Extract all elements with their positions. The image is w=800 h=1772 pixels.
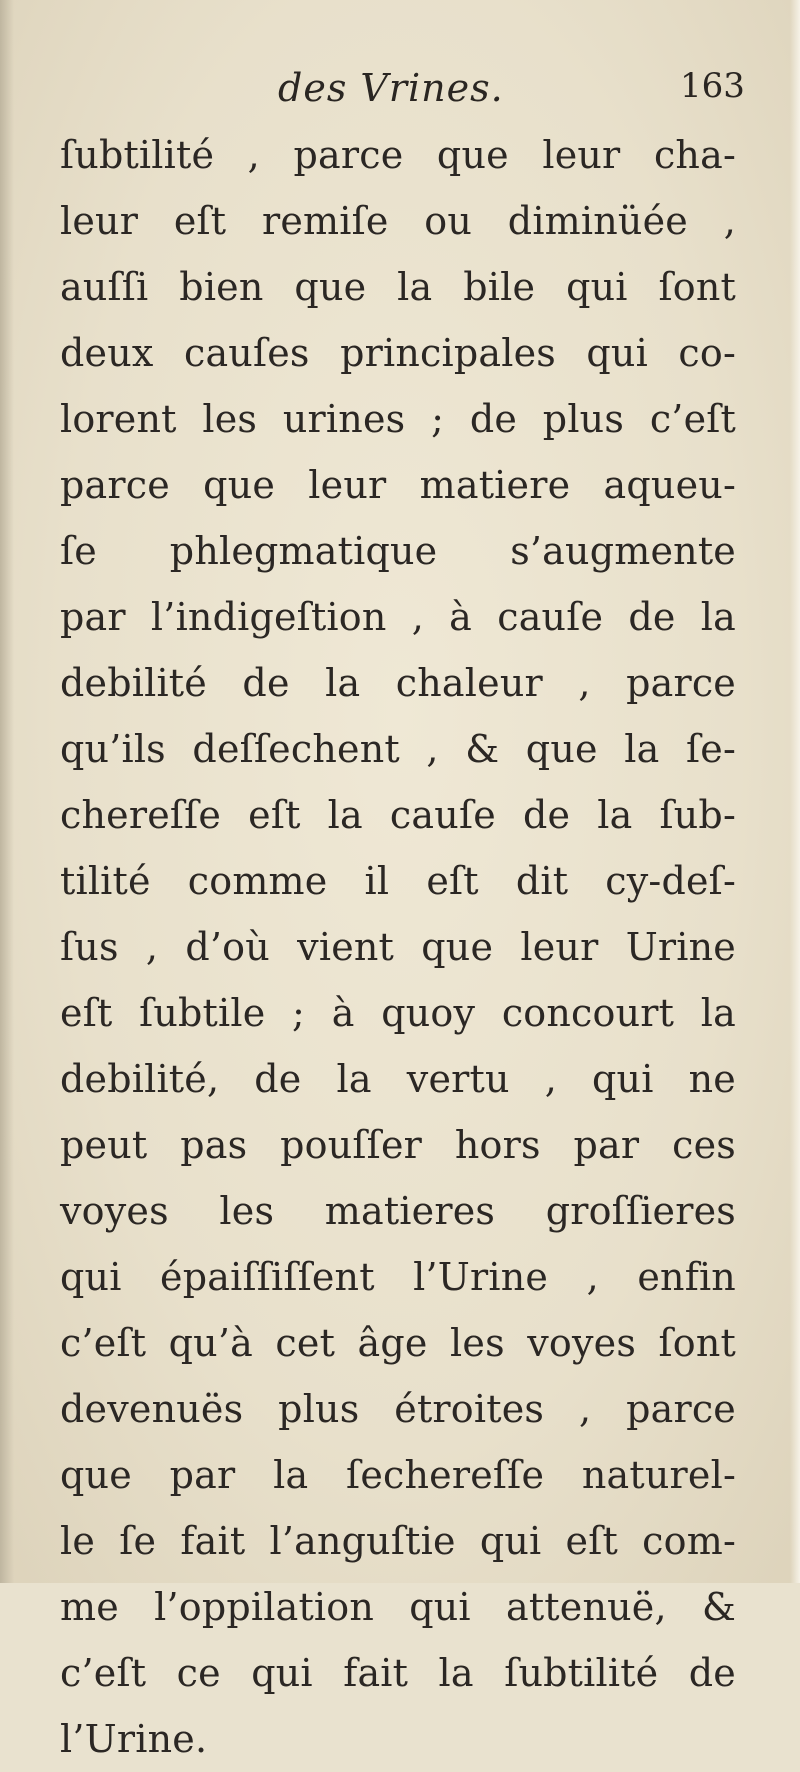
page-number: 163: [680, 66, 745, 106]
text-line: tilité comme il eſt dit cy-deſ-: [60, 859, 736, 903]
text-line: deux cauſes principales qui co-: [60, 331, 736, 375]
text-line: auſſi bien que la bile qui ſont: [60, 265, 736, 309]
text-line: ſubtilité , parce que leur cha-: [60, 133, 736, 177]
text-line: debilité de la chaleur , parce: [60, 661, 736, 705]
text-line: devenuës plus étroites , parce: [60, 1387, 736, 1431]
text-line: parce que leur matiere aqueu-: [60, 463, 736, 507]
text-line: c’eſt ce qui fait la ſubtilité de: [60, 1651, 736, 1695]
text-line: debilité, de la vertu , qui ne: [60, 1057, 736, 1101]
running-head: des Vrines.: [278, 66, 504, 110]
text-line: ſus , d’où vient que leur Urine: [60, 925, 736, 969]
body-text: [60, 122, 736, 1772]
gutter-shadow: [0, 0, 14, 1583]
text-line: l’Urine.: [60, 1717, 208, 1761]
text-line: chereſſe eſt la cauſe de la ſub-: [60, 793, 736, 837]
page-edge: [790, 0, 800, 1583]
text-line: le ſe fait l’anguſtie qui eſt com-: [60, 1519, 736, 1563]
text-line: par l’indigeſtion , à cauſe de la: [60, 595, 736, 639]
text-line: qu’ils deſſechent , & que la ſe-: [60, 727, 736, 771]
text-line: qui épaiſſiſſent l’Urine , enfin: [60, 1255, 736, 1299]
text-line: voyes les matieres groſſieres: [60, 1189, 736, 1233]
text-line: me l’oppilation qui attenuë, &: [60, 1585, 736, 1629]
text-line: lorent les urines ; de plus c’eſt: [60, 397, 736, 441]
text-line: c’eſt qu’à cet âge les voyes ſont: [60, 1321, 736, 1365]
text-line: eſt ſubtile ; à quoy concourt la: [60, 991, 736, 1035]
text-line: leur eſt remiſe ou diminüée ,: [60, 199, 736, 243]
text-line: ſe phlegmatique s’augmente: [60, 529, 736, 573]
text-line: peut pas pouſſer hors par ces: [60, 1123, 736, 1167]
text-line: que par la ſechereſſe naturel-: [60, 1453, 736, 1497]
